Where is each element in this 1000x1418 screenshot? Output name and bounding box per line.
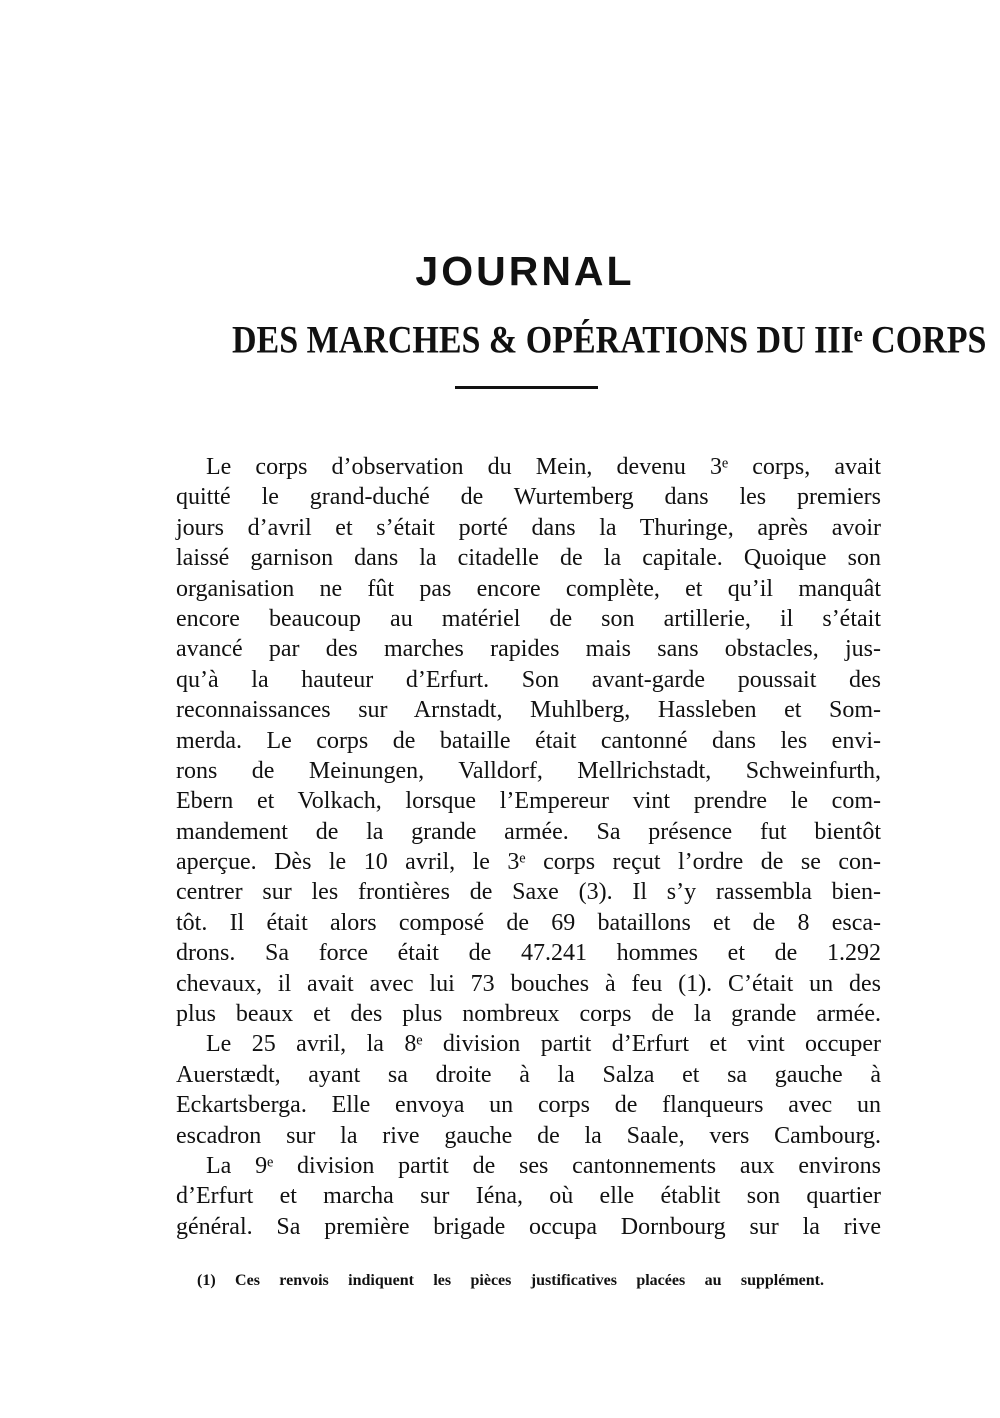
text-line: d’Erfurt et marcha sur Iéna, où elle établit son quartier (176, 1183, 881, 1210)
text-line: escadron sur la rive gauche de la Saale, vers Cambourg. (176, 1122, 881, 1149)
text-line: laissé garnison dans la citadelle de la capitale. Quoique son (176, 545, 881, 572)
page-subtitle: DES MARCHES & OPÉRATIONS DU IIIᵉ CORPS (232, 319, 987, 362)
text-line: Auerstædt, ayant sa droite à la Salza et sa gauche à (176, 1061, 881, 1088)
page-title: JOURNAL (415, 248, 635, 294)
footnote: (1) Ces renvois indiquent les pièces justificatives placées au supplément. (197, 1272, 824, 1289)
text-line: qu’à la hauteur d’Erfurt. Son avant-garde poussait des (176, 666, 881, 693)
text-line: Le corps d’observation du Mein, devenu 3ᵉ corps, avait (206, 454, 881, 480)
text-line: merda. Le corps de bataille était cantonné dans les envi- (176, 727, 881, 754)
text-line: centrer sur les frontières de Saxe (3). Il s’y rassembla bien- (176, 879, 881, 906)
text-line: jours d’avril et s’était porté dans la Thuringe, après avoir (176, 514, 881, 541)
text-line: Ebern et Volkach, lorsque l’Empereur vint prendre le com- (176, 788, 881, 815)
text-line: aperçue. Dès le 10 avril, le 3ᵉ corps reçut l’ordre de se con- (176, 849, 881, 876)
text-line: drons. Sa force était de 47.241 hommes et de 1.292 (176, 940, 881, 967)
text-line: quitté le grand-duché de Wurtemberg dans les premiers (176, 484, 881, 511)
text-line: mandement de la grande armée. Sa présence fut bientôt (176, 818, 881, 845)
text-line: encore beaucoup au matériel de son artillerie, il s’était (176, 605, 881, 632)
text-line: tôt. Il était alors composé de 69 bataillons et de 8 esca- (176, 909, 881, 936)
title-divider (455, 386, 598, 389)
text-line: chevaux, il avait avec lui 73 bouches à feu (1). C’était un des (176, 970, 881, 997)
text-line: Eckartsberga. Elle envoya un corps de flanqueurs avec un (176, 1092, 881, 1119)
text-line: rons de Meinungen, Valldorf, Mellrichstadt, Schweinfurth, (176, 757, 881, 784)
text-line: avancé par des marches rapides mais sans obstacles, jus- (176, 636, 881, 663)
text-line: La 9ᵉ division partit de ses cantonnements aux environs (206, 1152, 881, 1179)
text-line: général. Sa première brigade occupa Dornbourg sur la rive (176, 1213, 881, 1240)
text-line: reconnaissances sur Arnstadt, Muhlberg, Hassleben et Som- (176, 697, 881, 724)
text-line: plus beaux et des plus nombreux corps de la grande armée. (176, 1001, 881, 1028)
body-text (176, 452, 881, 1242)
text-line: organisation ne fût pas encore complète, et qu’il manquât (176, 575, 881, 602)
text-line: Le 25 avril, la 8ᵉ division partit d’Erfurt et vint occuper (206, 1031, 881, 1058)
